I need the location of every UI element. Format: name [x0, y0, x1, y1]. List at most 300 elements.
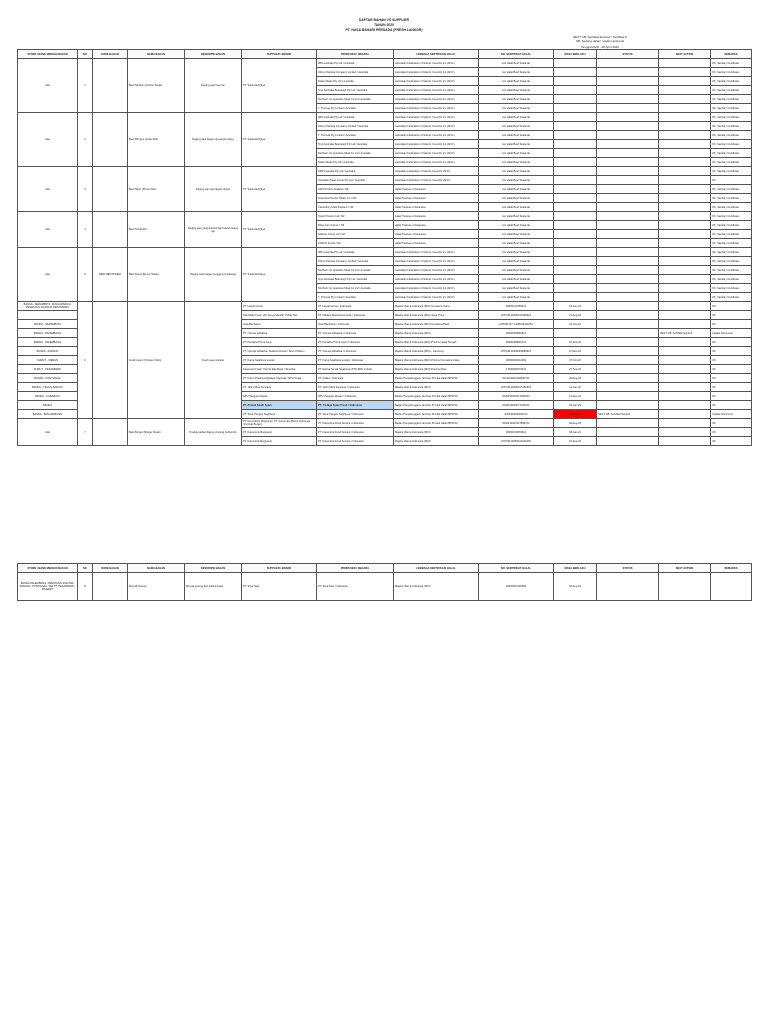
table-header-row: [18, 564, 752, 573]
cell-sertifikat: ID35210000071150022: [479, 401, 554, 410]
header-next-action: NEXT ACTION: [659, 50, 711, 59]
cell-deskripsi: Minyak goreng dari kelapa sawit: [185, 573, 242, 601]
cell-produsen: PT. Jatim Mitra Kencana / Indonesia: [317, 383, 394, 392]
cell-next-action: [659, 221, 711, 230]
cell-supplier: Kapovanti Fresh, Kerinci Eka Raya / Taminha: [242, 365, 317, 374]
cell-lembaga: Majelis Ulama Indonesia (MUI): [394, 383, 479, 392]
cell-produsen: PT. Ciomas Adisatwa / Indonesia: [317, 347, 394, 356]
cell-status: [597, 383, 659, 392]
cell-lembaga: Majelis Ulama Indonesia (MUI) Sumatera Utara: [394, 302, 479, 311]
cell-masa-berlaku: 21-Aug-20: [554, 311, 597, 320]
cell-status: [597, 365, 659, 374]
cell-next-action: [659, 257, 711, 266]
cell-masa-berlaku: 07-Dec-20: [554, 347, 597, 356]
cell-remarks: OK: [711, 347, 752, 356]
cell-produsen: Kilcoy Pastoral Company Limited / Australia: [317, 68, 394, 77]
cell-lembaga: Australian Federation of Islamic Councils Inc (AFIC): [394, 113, 479, 122]
cell-supplier: PT. Jatim Mitra Kencana: [242, 383, 317, 392]
cell-produsen: Nolan Meats Pty Ltd / Australia: [317, 77, 394, 86]
cell-lembaga: Majelis Ulama Indonesia (MUI) Sumatera Barat: [394, 320, 479, 329]
cell-next-action: [659, 573, 711, 601]
cell-lembaga: Halal Trustees of Aotearoa: [394, 185, 479, 194]
header-area: STORE / BANK MENGGUNAKAN: [18, 50, 78, 59]
cell-lembaga: Australian Federation of Islamic Councils Inc (AFIC): [394, 122, 479, 131]
cell-status: [597, 149, 659, 158]
cell-remarks: OK, Sanitary Certificate: [711, 158, 752, 167]
cell-area: BANDA - BANJARMASIN: [18, 410, 78, 419]
cell-sertifikat: LPPOM-00050109190621: [479, 311, 554, 320]
cell-lembaga: Australian Federation of Islamic Councils Inc (AFIC): [394, 293, 479, 302]
cell-sertifikat: List Halal Beef Sukanda: [479, 230, 554, 239]
cell-supplier: PT. Pentabio Prima Jaya: [242, 338, 317, 347]
header-lembaga: LEMBAGA SERTIFIKASI HALAL: [394, 564, 479, 573]
cell-status: [597, 293, 659, 302]
cell-masa-berlaku: [554, 104, 597, 113]
cell-masa-berlaku: [554, 284, 597, 293]
cell-no: 2: [78, 113, 93, 167]
cell-produsen: PT. Sinar Mas / Indonesia: [317, 573, 394, 601]
cell-remarks: OK, Sanitary Certificate: [711, 167, 752, 176]
cell-lembaga: Majelis Ulama Indonesia (MUI) Jawa Timur: [394, 311, 479, 320]
cell-next-action: [659, 203, 711, 212]
cell-remarks: OK: [711, 302, 752, 311]
cell-masa-berlaku: [554, 68, 597, 77]
cell-produsen: Teys Australia Beenleigh Pty Ltd / Australia: [317, 86, 394, 95]
cell-next-action: [659, 122, 711, 131]
cell-area: [18, 311, 78, 320]
cell-masa-berlaku: [554, 59, 597, 68]
cell-status: [597, 374, 659, 383]
cell-remarks: OK, Sanitary Certificate: [711, 77, 752, 86]
header-no: NO: [78, 50, 93, 59]
cell-kode: NEW MENTIONED: [93, 248, 128, 302]
cell-produsen: Northern Co-operative Meat Co Ltd / Australia: [317, 266, 394, 275]
cell-remarks: OK, Sanitary Certificate: [711, 239, 752, 248]
cell-sertifikat: 02060000214409: [479, 356, 554, 365]
cell-remarks: OK, Sanitary Certificate: [711, 257, 752, 266]
cell-lembaga: Australian Federation of Islamic Councils (AFIC): [394, 167, 479, 176]
cell-sertifikat: List Halal Beef Sukanda: [479, 131, 554, 140]
cell-produsen: AFFCO New Zealand / NZ: [317, 185, 394, 194]
cell-area: Ada: [18, 59, 78, 113]
header-masa-berlaku: MASA BERLAKU: [554, 564, 597, 573]
cell-sertifikat: List Halal Beef Sukanda: [479, 68, 554, 77]
cell-lembaga: Australian Federation of Islamic Councils Inc (AFIC): [394, 284, 479, 293]
cell-supplier: PT. Ciomas Adisatwa: [242, 329, 317, 338]
cell-status: [597, 356, 659, 365]
cell-sertifikat: 00060013150614: [479, 302, 554, 311]
cell-supplier: PT. Sukanda Djaya: [242, 167, 317, 212]
cell-produsen: JBS Australia Pty Ltd / Australia: [317, 59, 394, 68]
cell-sertifikat: ID00410000127860722: [479, 419, 554, 428]
cell-remarks: OK: [711, 401, 752, 410]
cell-area: Ada: [18, 419, 78, 446]
cell-next-action: [659, 374, 711, 383]
cell-sertifikat: List Halal Beef Sukanda: [479, 77, 554, 86]
document-header: [0, 18, 768, 33]
cell-next-action: [659, 113, 711, 122]
cell-next-action: [659, 212, 711, 221]
header-line-1: DAFTAR BAHAN VS SUPPLIER: [358, 18, 410, 22]
cell-next-action: [659, 302, 711, 311]
cell-status: [597, 284, 659, 293]
legend-note: [565, 35, 635, 43]
cell-produsen: RPU Panggon Rejeki / Indonesia: [317, 392, 394, 401]
cell-nama: Beef Rib Eye (Cube Roll): [128, 113, 185, 167]
header-remarks: REMARKS: [711, 564, 752, 573]
cell-masa-berlaku: 09-Aug-26: [554, 419, 597, 428]
cell-produsen: Northern Co-operative Meat Co Ltd / Australia: [317, 149, 394, 158]
cell-sertifikat: List Halal Beef Sukanda: [479, 149, 554, 158]
cell-masa-berlaku: [554, 140, 597, 149]
cell-produsen: Alliance Group Ltd / NZ: [317, 230, 394, 239]
cell-status: [597, 212, 659, 221]
cell-remarks: OK, Sanitary Certificate: [711, 131, 752, 140]
cell-supplier: PT. Ahmad Abadi Ayam: [242, 401, 317, 410]
cell-remarks: OK: [711, 365, 752, 374]
cell-area: BANDA - PADANG: [18, 347, 78, 356]
cell-masa-berlaku: [554, 122, 597, 131]
cell-masa-berlaku: [554, 203, 597, 212]
cell-masa-berlaku: [554, 113, 597, 122]
cell-next-action: [659, 365, 711, 374]
cell-deskripsi: Daging sapi bagian punggung belakang: [185, 248, 242, 302]
cell-status: [597, 221, 659, 230]
cell-next-action: [659, 149, 711, 158]
cell-produsen: JBS Australia Pty Ltd / Australia: [317, 248, 394, 257]
cell-produsen: PT. Kanemitra Food Service / Indonesia: [317, 437, 394, 446]
cell-next-action: [659, 437, 711, 446]
cell-next-action: [659, 356, 711, 365]
cell-no: 3: [78, 167, 93, 212]
cell-next-action: [659, 293, 711, 302]
cell-sertifikat: 00060010870614: [479, 428, 554, 437]
cell-next-action: [659, 95, 711, 104]
cell-status: NEXT CB: Sertifikat Expired: [597, 410, 659, 419]
cell-status: [597, 239, 659, 248]
cell-lembaga: Majelis Ulama Indonesia (MUI) - Lampung: [394, 347, 479, 356]
cell-sertifikat: List Halal Beef Sukanda: [479, 239, 554, 248]
cell-remarks: OK: [711, 356, 752, 365]
cell-sertifikat: List Halal Beef Sukanda: [479, 221, 554, 230]
cell-remarks: OK, Sanitary Certificate: [711, 203, 752, 212]
cell-masa-berlaku: 27-Sep-20: [554, 365, 597, 374]
cell-next-action: [659, 266, 711, 275]
table-header-row: [18, 50, 752, 59]
cell-next-action: [659, 239, 711, 248]
cell-no: 6: [78, 302, 93, 419]
cell-deskripsi: Fresh ayam karkas: [185, 302, 242, 419]
cell-supplier: PT. Hayati Group: [242, 302, 317, 311]
cell-masa-berlaku: 26-Jul-22: [554, 410, 597, 419]
cell-lembaga: Halal Trustees of Aotearoa: [394, 194, 479, 203]
cell-area: BANDA - PONTIANAK: [18, 374, 78, 383]
cell-status: [597, 68, 659, 77]
cell-masa-berlaku: [554, 176, 597, 185]
cell-status: [597, 86, 659, 95]
cell-masa-berlaku: [554, 329, 597, 338]
cell-next-action: [659, 68, 711, 77]
cell-remarks: OK: [711, 428, 752, 437]
cell-produsen: PT. Ardian / Indonesia: [317, 374, 394, 383]
cell-supplier: PT. Sukanda Djaya: [242, 212, 317, 248]
cell-remarks: OK: [711, 383, 752, 392]
cell-next-action: [659, 338, 711, 347]
cell-masa-berlaku: [554, 167, 597, 176]
header-nama: NAMA BAHAN: [128, 564, 185, 573]
cell-supplier: Alfa Madu Food, UD. Surya Mandiri, Pelita Tani: [242, 311, 317, 320]
cell-nama: Beef Short (Prime) Ribs: [128, 167, 185, 212]
cell-status: [597, 167, 659, 176]
cell-produsen: Kilcoy Pastoral Company Limited / Australia: [317, 122, 394, 131]
cell-masa-berlaku: [554, 77, 597, 86]
cell-masa-berlaku: 06-Jan-25: [554, 401, 597, 410]
cell-deskripsi: Daging sapi has luar: [185, 59, 242, 113]
cell-lembaga: Majelis Ulama Indonesia (MUI): [394, 428, 479, 437]
cell-supplier: Java Bambarra: [242, 320, 317, 329]
cell-status: [597, 275, 659, 284]
cell-masa-berlaku: [554, 239, 597, 248]
cell-status: [597, 203, 659, 212]
cell-sertifikat: List Halal Beef Sukanda: [479, 248, 554, 257]
cell-next-action: [659, 419, 711, 428]
header-masa-berlaku: MASA BERLAKU: [554, 50, 597, 59]
header-kode: KODE BAHAN: [93, 50, 128, 59]
cell-kode: [93, 419, 128, 446]
cell-sertifikat: ID14110000128490721: [479, 374, 554, 383]
revision-date: Tanggal Refill : 28 April 2020: [580, 45, 620, 49]
cell-sertifikat: List Halal Beef Sukanda: [479, 104, 554, 113]
cell-no: 7: [78, 419, 93, 446]
cell-nama: Beef Burger (Burger Steak): [128, 419, 185, 446]
cell-sertifikat: List Halal Beef Sukanda: [479, 185, 554, 194]
cell-remarks: OK: [711, 437, 752, 446]
cell-next-action: [659, 158, 711, 167]
cell-lembaga: Australian Federation of Islamic Councils Inc (AFIC): [394, 86, 479, 95]
cell-remarks: OK: [711, 419, 752, 428]
cell-kode: [93, 302, 128, 419]
cell-next-action: [659, 311, 711, 320]
cell-next-action: [659, 248, 711, 257]
cell-status: [597, 104, 659, 113]
cell-status: [597, 95, 659, 104]
cell-produsen: PT. Kanemitra Food Service / Indonesia: [317, 428, 394, 437]
cell-status: [597, 329, 659, 338]
cell-masa-berlaku: 10-Sep-20: [554, 338, 597, 347]
cell-area: SUMUT - MEDAN: [18, 356, 78, 365]
cell-deskripsi: Produk olahan daging cincang berbumbu: [185, 419, 242, 446]
cell-lembaga: Australian Federation of Islamic Councils Inc (AFIC): [394, 248, 479, 257]
cell-supplier: PT. Sukanda Djaya: [242, 248, 317, 302]
cell-lembaga: Australian Federation of Islamic Councils (AFIC): [394, 176, 479, 185]
cell-sertifikat: List Halal Beef Sukanda: [479, 203, 554, 212]
cell-remarks: OK, Sanitary Certificate: [711, 104, 752, 113]
cell-sertifikat: 00060007430699: [479, 573, 554, 601]
cell-nama: Beef Striploin (Frozen Steak): [128, 59, 185, 113]
cell-area: BANDA - PALEMBANG: [18, 338, 78, 347]
cell-status: [597, 573, 659, 601]
cell-nama: Minyak Goreng: [128, 573, 185, 601]
supplier-table: [17, 49, 752, 446]
supplier-table-2: [17, 563, 752, 601]
cell-supplier: PT. Kanemitra Mugiyanto: [242, 428, 317, 437]
cell-produsen: Nolan Meats Pty Ltd / Australia: [317, 158, 394, 167]
cell-masa-berlaku: [554, 86, 597, 95]
cell-status: [597, 77, 659, 86]
cell-lembaga: Australian Federation of Islamic Councils Inc (AFIC): [394, 257, 479, 266]
cell-masa-berlaku: 10-Sep-20: [554, 437, 597, 446]
cell-lembaga: Majelis Ulama Indonesia (MUI) Provinsi Sumatera Utara: [394, 356, 479, 365]
cell-status: [597, 302, 659, 311]
cell-lembaga: Halal Trustees of Aotearoa: [394, 221, 479, 230]
header-line-2: TAHUN 2020: [373, 23, 395, 27]
cell-remarks: OK, Sanitary Certificate: [711, 275, 752, 284]
cell-status: [597, 140, 659, 149]
cell-area: BANDA - SERAMBI/TA: [18, 320, 78, 329]
cell-kode: [93, 573, 128, 601]
cell-nama: Beef Tenderloin: [128, 212, 185, 248]
cell-kode: [93, 167, 128, 212]
cell-masa-berlaku: [554, 257, 597, 266]
cell-status: [597, 347, 659, 356]
cell-lembaga: Majelis Ulama Indonesia (MUI) Provinsi Riau: [394, 365, 479, 374]
cell-status: [597, 428, 659, 437]
cell-no: 5: [78, 248, 93, 302]
cell-masa-berlaku: 15-Jan-20: [554, 302, 597, 311]
cell-kode: [93, 113, 128, 167]
cell-lembaga: Australian Federation of Islamic Councils Inc (AFIC): [394, 59, 479, 68]
cell-remarks: OK, Sanitary Certificate: [711, 140, 752, 149]
cell-status: [597, 266, 659, 275]
cell-masa-berlaku: 13-Oct-20: [554, 320, 597, 329]
cell-produsen: Teys Australia Beenleigh Pty Ltd / Australia: [317, 140, 394, 149]
cell-produsen: Kilcoy Pastoral Company Limited / Australia: [317, 257, 394, 266]
cell-remarks: OK, Sanitary Certificate: [711, 59, 752, 68]
cell-remarks: Update Document: [711, 410, 752, 419]
header-nama: NAMA BAHAN: [128, 50, 185, 59]
cell-supplier: PT. Ciomas Adisatwa, Seafood House / Bran Chicken: [242, 347, 317, 356]
cell-remarks: OK: [711, 338, 752, 347]
cell-next-action: [659, 275, 711, 284]
cell-status: [597, 257, 659, 266]
cell-no: 1: [78, 59, 93, 113]
cell-status: [597, 401, 659, 410]
cell-masa-berlaku: [554, 149, 597, 158]
cell-lembaga: Australian Federation of Islamic Councils Inc (AFIC): [394, 140, 479, 149]
cell-next-action: [659, 131, 711, 140]
header-lembaga: LEMBAGA SERTIFIKASI HALAL: [394, 50, 479, 59]
table-row: [18, 167, 752, 176]
cell-next-action: [659, 230, 711, 239]
header-deskripsi: DESKRIPSI BAHAN: [185, 50, 242, 59]
cell-deskripsi: Daging sapi yang diambil dari bawah tulang iga: [185, 212, 242, 248]
header-supplier: SUPPLIER / BRAND: [242, 564, 317, 573]
cell-lembaga: Badan Penyelenggara Jaminan Produk Halal (BPJPH): [394, 410, 479, 419]
cell-sertifikat: ID63460000436120: [479, 410, 554, 419]
cell-produsen: Northern Co-operative Meat Co Ltd / Australia: [317, 95, 394, 104]
cell-produsen: PT. Rantai Ternak Sejahtera (STS-RPH Lubuk): [317, 365, 394, 374]
cell-produsen: PT. Hayati Group / Indonesia: [317, 302, 394, 311]
cell-sertifikat: List Halal Beef Sukanda: [479, 140, 554, 149]
cell-lembaga: Australian Federation of Islamic Councils Inc (AFIC): [394, 77, 479, 86]
cell-status: [597, 248, 659, 257]
cell-masa-berlaku: [554, 293, 597, 302]
cell-produsen: Australian Meat Group Pty Ltd / Australia: [317, 176, 394, 185]
header-produsen: PRODUSEN / NEGARA: [317, 564, 394, 573]
cell-area: SUMUT - PEKANBARU: [18, 365, 78, 374]
cell-next-action: [659, 428, 711, 437]
cell-area: Ada: [18, 248, 78, 302]
cell-lembaga: Halal Trustees of Aotearoa: [394, 239, 479, 248]
cell-remarks: OK: [711, 392, 752, 401]
cell-lembaga: Australian Federation of Islamic Councils Inc (AFIC): [394, 266, 479, 275]
cell-status: [597, 419, 659, 428]
cell-lembaga: Australian Federation of Islamic Councils Inc (AFIC): [394, 95, 479, 104]
cell-sertifikat: List Halal Beef Sukanda: [479, 158, 554, 167]
cell-next-action: [659, 401, 711, 410]
cell-produsen: JBS Australia Pty Ltd / Australia: [317, 113, 394, 122]
cell-masa-berlaku: [554, 212, 597, 221]
cell-no: 4: [78, 212, 93, 248]
cell-next-action: [659, 167, 711, 176]
table-row: [18, 59, 752, 68]
cell-remarks: OK, Sanitary Certificate: [711, 248, 752, 257]
cell-remarks: OK, Sanitary Certificate: [711, 266, 752, 275]
legend-note-line-1: NEXT CB: Sertifikat Expired / Sertifikat 5: [573, 35, 627, 39]
cell-status: [597, 392, 659, 401]
cell-remarks: OK, Sanitary Certificate: [711, 230, 752, 239]
cell-nama: Fresh Ayam (Chicken Parts): [128, 302, 185, 419]
cell-produsen: Silver Fern Farms / NZ: [317, 221, 394, 230]
cell-sertifikat: List Halal Beef Sukanda: [479, 194, 554, 203]
cell-produsen: T. Thomas Pty Limited / Australia: [317, 131, 394, 140]
cell-lembaga: Australian Federation of Islamic Councils Inc (AFIC): [394, 104, 479, 113]
cell-produsen: Greenlea Premier Meats Co / NZ: [317, 194, 394, 203]
cell-sertifikat: List Halal Beef Sukanda: [479, 59, 554, 68]
cell-sertifikat: List Halal Beef Sukanda: [479, 122, 554, 131]
cell-status: [597, 185, 659, 194]
cell-sertifikat: List Halal Beef Sukanda: [479, 176, 554, 185]
cell-next-action: [659, 194, 711, 203]
cell-kode: [93, 59, 128, 113]
cell-lembaga: Australian Federation of Islamic Councils Inc (AFIC): [394, 131, 479, 140]
cell-lembaga: Halal Trustees of Aotearoa: [394, 212, 479, 221]
cell-next-action: [659, 86, 711, 95]
cell-lembaga: Badan Penyelenggara Jaminan Produk Halal (BPJPH): [394, 401, 479, 410]
cell-remarks: OK, Sanitary Certificate: [711, 149, 752, 158]
table-row: [18, 419, 752, 428]
header-remarks: REMARKS: [711, 50, 752, 59]
cell-masa-berlaku: [554, 266, 597, 275]
cell-sertifikat: List Halal Beef Sukanda: [479, 95, 554, 104]
table-row: [18, 302, 752, 311]
table-row: [18, 113, 752, 122]
cell-status: [597, 113, 659, 122]
cell-no: 8: [78, 573, 93, 601]
cell-masa-berlaku: 14-Jan-20: [554, 383, 597, 392]
cell-next-action: [659, 59, 711, 68]
cell-remarks: OK, Sanitary Certificate: [711, 293, 752, 302]
cell-masa-berlaku: [554, 185, 597, 194]
cell-status: [597, 338, 659, 347]
cell-deskripsi: Daging sapi bagian iga tanpa tulang: [185, 113, 242, 167]
cell-remarks: OK: [711, 320, 752, 329]
cell-nama: Beef Rump (Rump Steak): [128, 248, 185, 302]
cell-supplier: PT. Sinar Mas: [242, 573, 317, 601]
cell-lembaga: Majelis Ulama Indonesia (MUI): [394, 329, 479, 338]
cell-status: [597, 194, 659, 203]
cell-status: [597, 122, 659, 131]
